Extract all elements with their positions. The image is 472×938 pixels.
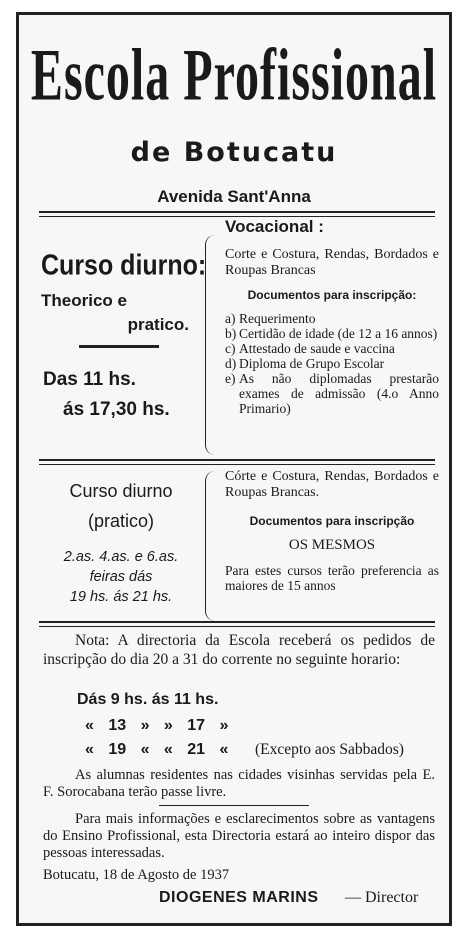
schedule-line-2: « 13 » » 17 »	[85, 717, 229, 734]
vocacional-courses: Corte e Costura, Rendas, Bordados e Roupas Brancas	[225, 247, 439, 278]
list-item: c) Attestado de saude e vaccina	[225, 341, 395, 356]
schedule-line-1: Dás 9 hs. ás 11 hs.	[77, 691, 219, 708]
signer-role: — Director	[345, 889, 419, 906]
announcement-frame	[16, 12, 452, 926]
bracket-1	[205, 235, 216, 455]
hours-line-3: 19 hs. ás 21 hs.	[69, 589, 173, 605]
course-type-line: Theorico e	[41, 291, 127, 310]
days-line-2: feiras dás	[89, 569, 153, 585]
signer-name: DIOGENES MARINS	[159, 889, 319, 906]
list-item: b) Certidão de idade (de 12 a 16 annos)	[225, 326, 438, 341]
vocacional-heading: Vocacional :	[225, 217, 324, 236]
short-rule-2	[159, 805, 309, 806]
bracket-2	[205, 471, 216, 621]
page-title: Escola Profissional	[30, 34, 438, 117]
list-item: d) Diploma de Grupo Escolar	[225, 356, 385, 371]
divider-bottom	[39, 621, 435, 627]
page-subtitle: de Botucatu	[130, 137, 338, 168]
pratico-docs-title: Documentos para inscripção	[249, 514, 415, 528]
list-item: e) As não diplomadas prestarão exames de admissão (4.o Anno Primario)	[225, 371, 439, 416]
course-heading-2: Curso diurno	[69, 481, 173, 501]
course-type-line2: pratico.	[127, 315, 189, 334]
documents-list	[225, 311, 439, 416]
schedule-line-3: « 19 « « 21 «	[85, 741, 229, 758]
info-note: Para mais informações e esclarecimentos sobre as vantagens do Ensino Profissional, esta Directoria estará ao inteiro dispor das pessoas interessadas.	[43, 811, 435, 861]
pratico-courses: Córte e Costura, Rendas, Bordados e Roupas Brancas.	[225, 469, 439, 500]
hours-line-2: ás 17,30 hs.	[63, 399, 170, 420]
short-rule	[79, 345, 159, 348]
course-type-line-2: (pratico)	[87, 511, 154, 531]
course-heading-1: Curso diurno:	[41, 249, 207, 282]
nota-text: Nota: A directoria da Escola receberá os pedidos de inscripção do dia 20 a 31 do corrente no seguinte horario:	[43, 632, 435, 668]
date-line: Botucatu, 18 de Agosto de 1937	[43, 867, 230, 883]
hours-line-1: Das 11 hs.	[43, 369, 136, 390]
alumnas-note: As alumnas residentes nas cidades visinhas servidas pela E. F. Sorocabana terão passe livre.	[43, 767, 435, 800]
divider-middle	[39, 459, 435, 465]
list-item: a) Requerimento	[225, 311, 316, 326]
pratico-same: OS MESMOS	[288, 537, 376, 553]
schedule-note: (Excepto aos Sabbados)	[255, 741, 404, 758]
pratico-note: Para estes cursos terão preferencia as maiores de 15 annos	[225, 563, 439, 593]
address: Avenida Sant'Anna	[157, 187, 311, 206]
days-line: 2.as. 4.as. e 6.as.	[63, 549, 179, 565]
vocacional-docs-title: Documentos para inscripção:	[247, 288, 417, 302]
